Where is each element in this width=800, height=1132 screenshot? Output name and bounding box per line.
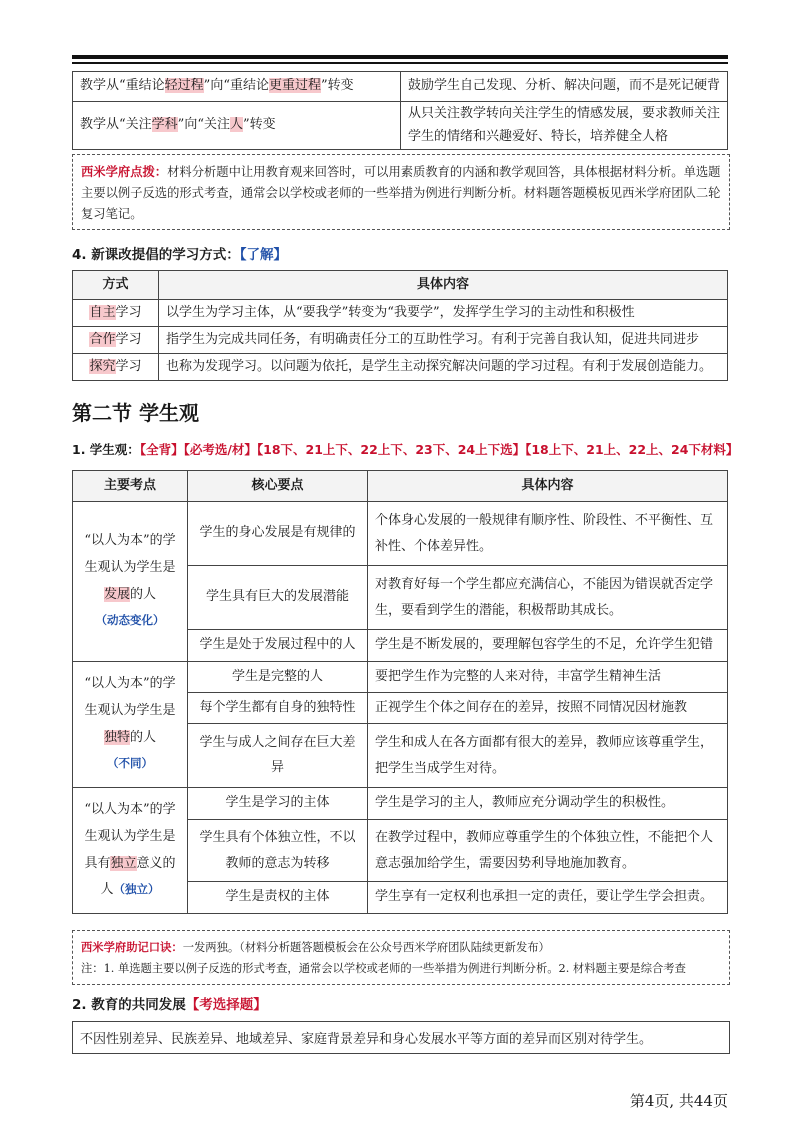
header-rule-thick xyxy=(72,55,728,59)
table-row xyxy=(73,662,728,693)
student-view-table xyxy=(72,470,728,914)
core-point-cell: 学生与成人之间存在巨大差异 xyxy=(188,724,368,788)
table-header-row xyxy=(73,271,728,300)
col-header: 主要考点 xyxy=(73,471,188,502)
content-cell: 在教学过程中，教师应尊重学生的个体独立性，不能把个人意志强加给学生，需要因势利导地施加教育。 xyxy=(368,820,728,882)
col-header: 具体内容 xyxy=(159,271,728,300)
tip-label: 西米学府助记口诀： xyxy=(81,940,183,954)
teaching-change-table xyxy=(72,71,728,150)
content-cell: 从只关注教学转向关注学生的情感发展，要求教师关注学生的情绪和兴趣爱好、特长，培养健全人格 xyxy=(401,102,728,150)
core-point-cell: 学生是处于发展过程中的人 xyxy=(188,630,368,662)
tip-text: 一发两独。（材料分析题答题模板会在公众号西米学府团队陆续更新发布） xyxy=(182,941,550,954)
method-cell: 自主学习 xyxy=(73,300,159,327)
method-cell: 合作学习 xyxy=(73,327,159,354)
col-header: 核心要点 xyxy=(188,471,368,502)
tip-box-1 xyxy=(72,154,730,230)
table-row xyxy=(73,354,728,381)
change-cell: 教学从“重结论轻过程”向“重结论更重过程”转变 xyxy=(73,72,401,102)
core-point-cell: 每个学生都有自身的独特性 xyxy=(188,693,368,724)
common-development-box: 不因性别差异、民族差异、地域差异、家庭背景差异和身心发展水平等方面的差异而区别对待学生。 xyxy=(72,1021,730,1054)
col-header: 具体内容 xyxy=(368,471,728,502)
main-point-cell: “以人为本”的学生观认为学生是独特的人 （不同） xyxy=(73,662,188,788)
content-cell: 学生是学习的主人，教师应充分调动学生的积极性。 xyxy=(368,788,728,820)
heading-student-view: 1. 学生观：【全背】【必考选/材】【18下、21上下、22上下、23下、24上下选】【18上下、21上、22上、24下材料】 xyxy=(72,442,739,457)
table-row xyxy=(73,300,728,327)
content-cell: 个体身心发展的一般规律有顺序性、阶段性、不平衡性、互补性、个体差异性。 xyxy=(368,502,728,566)
tip-label: 西米学府点拨： xyxy=(81,164,168,179)
tip-note: 注：1. 单选题主要以例子反选的形式考查，通常会以学校或老师的一些举措为例进行判断分析。2. 材料题主要是综合考查 xyxy=(81,961,686,975)
section-title: 第二节 学生观 xyxy=(72,401,199,425)
table-row xyxy=(73,502,728,566)
table-row xyxy=(73,102,728,150)
learning-methods-table xyxy=(72,270,728,381)
content-cell: 鼓励学生自己发现、分析、解决问题，而不是死记硬背 xyxy=(401,72,728,102)
core-point-cell: 学生是学习的主体 xyxy=(188,788,368,820)
table-header-row xyxy=(73,471,728,502)
main-point-cell: “以人为本”的学生观认为学生是发展的人 （动态变化） xyxy=(73,502,188,662)
content-cell: 指学生为完成共同任务，有明确责任分工的互助性学习。有利于完善自我认知，促进共同进步 xyxy=(159,327,728,354)
content-cell: 学生是不断发展的，要理解包容学生的不足，允许学生犯错 xyxy=(368,630,728,662)
table-row xyxy=(73,72,728,102)
content-cell: 以学生为学习主体，从“要我学”转变为“我要学”，发挥学生学习的主动性和积极性 xyxy=(159,300,728,327)
main-point-cell: “以人为本”的学生观认为学生是具有独立意义的人（独立） xyxy=(73,788,188,914)
heading-common-development: 2. 教育的共同发展【考选择题】 xyxy=(72,997,267,1013)
content-cell: 学生和成人在各方面都有很大的差异，教师应该尊重学生，把学生当成学生对待。 xyxy=(368,724,728,788)
content-cell: 对教育好每一个学生都应充满信心，不能因为错误就否定学生，要看到学生的潜能，积极帮助其成长。 xyxy=(368,566,728,630)
core-point-cell: 学生具有巨大的发展潜能 xyxy=(188,566,368,630)
core-point-cell: 学生的身心发展是有规律的 xyxy=(188,502,368,566)
core-point-cell: 学生是责权的主体 xyxy=(188,882,368,914)
content-cell: 学生享有一定权利也承担一定的责任，要让学生学会担责。 xyxy=(368,882,728,914)
page-number: 第4页, 共44页 xyxy=(629,1092,728,1110)
content-cell: 要把学生作为完整的人来对待，丰富学生精神生活 xyxy=(368,662,728,693)
tip-text: 材料分析题中让用教育观来回答时，可以用素质教育的内涵和教学观回答，具体根据材料分析。单选题主要以例子反选的形式考查，通常会以学校或老师的一些举措为例进行判断分析。材料题答题模板见西米学府团队二轮复习笔记。 xyxy=(81,165,721,222)
col-header: 方式 xyxy=(73,271,159,300)
content-cell: 正视学生个体之间存在的差异，按照不同情况因材施教 xyxy=(368,693,728,724)
change-cell: 教学从“关注学科”向“关注人”转变 xyxy=(73,102,401,150)
method-cell: 探究学习 xyxy=(73,354,159,381)
core-point-cell: 学生是完整的人 xyxy=(188,662,368,693)
content-cell: 也称为发现学习。以问题为依托，是学生主动探究解决问题的学习过程。有利于发展创造能力。 xyxy=(159,354,728,381)
table-row xyxy=(73,327,728,354)
header-rule-thin xyxy=(72,62,728,64)
table-row xyxy=(73,788,728,820)
heading-learning-methods: 4. 新课改提倡的学习方式：【了解】 xyxy=(72,247,287,263)
tip-box-2 xyxy=(72,930,730,985)
core-point-cell: 学生具有个体独立性，不以教师的意志为转移 xyxy=(188,820,368,882)
